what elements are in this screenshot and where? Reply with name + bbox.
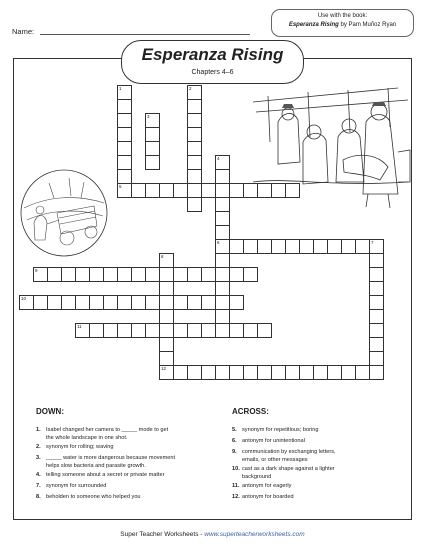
crossword-cell[interactable] [187, 169, 202, 184]
clue-item-number: 7. [36, 483, 41, 489]
crossword-cell[interactable] [257, 183, 272, 198]
crossword-cell[interactable] [173, 365, 188, 380]
clue-number-label: 3 [147, 114, 150, 119]
clue-number-label: 6 [217, 240, 220, 245]
crossword-cell[interactable] [103, 323, 118, 338]
crossword-cell[interactable] [173, 267, 188, 282]
crossword-cell[interactable] [145, 295, 160, 310]
crossword-cell[interactable] [145, 267, 160, 282]
clue-number-label: 12 [161, 366, 167, 371]
crossword-cell[interactable] [103, 295, 118, 310]
clue-item-text [242, 426, 319, 434]
crossword-cell[interactable] [187, 365, 202, 380]
crossword-cell[interactable] [47, 295, 62, 310]
crossword-cell[interactable] [201, 365, 216, 380]
crossword-cell[interactable] [201, 295, 216, 310]
crossword-cell[interactable] [159, 183, 174, 198]
title-box [121, 40, 304, 84]
clue-item-text [242, 448, 336, 464]
crossword-cell[interactable] [173, 183, 188, 198]
clue-item-text [242, 437, 305, 445]
crossword-cell[interactable] [215, 309, 230, 324]
crossword-cell[interactable] [187, 127, 202, 142]
page-title: Esperanza Rising [141, 45, 284, 64]
crossword-cell[interactable] [369, 351, 384, 366]
crossword-cell[interactable] [369, 337, 384, 352]
crossword-cell[interactable] [145, 183, 160, 198]
crossword-cell[interactable] [159, 323, 174, 338]
crossword-cell[interactable] [117, 99, 132, 114]
crossword-cell[interactable] [201, 183, 216, 198]
clue-item-number: 5. [232, 427, 237, 433]
crossword-cell[interactable] [131, 295, 146, 310]
crossword-cell[interactable] [131, 267, 146, 282]
crossword-cell[interactable] [369, 253, 384, 268]
clue-line: emails, or other messages [242, 457, 308, 463]
crossword-cell[interactable] [33, 295, 48, 310]
crossword-cell[interactable] [369, 323, 384, 338]
crossword-cell[interactable] [159, 267, 174, 282]
crossword-cell[interactable] [61, 295, 76, 310]
crossword-cell[interactable] [215, 197, 230, 212]
clue-line: helps slow bacteria and parasite growth. [46, 463, 146, 469]
crossword-cell[interactable] [159, 281, 174, 296]
crossword-cell[interactable] [215, 253, 230, 268]
crossword-cell[interactable] [159, 295, 174, 310]
clue-line: synonym for surrounded [46, 483, 107, 489]
crossword-cell[interactable] [215, 211, 230, 226]
clue-number-label: 10 [21, 296, 27, 301]
clue-item-text [242, 465, 335, 481]
crossword-cell[interactable] [313, 365, 328, 380]
clue-line: telling someone about a secret or private matter [46, 472, 165, 478]
clue-item-text [46, 493, 141, 501]
clue-item-text [46, 426, 168, 442]
crossword-cell[interactable] [89, 267, 104, 282]
crossword-cell[interactable] [89, 323, 104, 338]
crossword-cell[interactable] [117, 127, 132, 142]
clue-line: the whole landscape in one shot. [46, 435, 128, 441]
crossword-cell[interactable] [341, 239, 356, 254]
crossword-cell[interactable] [145, 127, 160, 142]
crossword-cell[interactable] [117, 267, 132, 282]
crossword-cell[interactable] [369, 281, 384, 296]
clue-item-number: 6. [232, 438, 237, 444]
page-subtitle: Chapters 4–6 [191, 69, 234, 76]
footer-brand: Super Teacher Worksheets - [120, 531, 205, 538]
clue-line: communication by exchanging letters, [242, 449, 336, 455]
crossword-cell[interactable] [285, 239, 300, 254]
crossword-cell[interactable] [215, 281, 230, 296]
crossword-cell[interactable] [103, 267, 118, 282]
clue-item-number: 4. [36, 472, 41, 478]
name-label: Name: [12, 27, 35, 36]
clue-line: _____ water is more dangerous because movement [46, 455, 176, 461]
crossword-cell[interactable] [187, 267, 202, 282]
crossword-cell[interactable] [89, 295, 104, 310]
crossword-cell[interactable] [313, 239, 328, 254]
crossword-cell[interactable] [257, 239, 272, 254]
crossword-cell[interactable] [117, 295, 132, 310]
crossword-cell[interactable] [159, 337, 174, 352]
crossword-cell[interactable] [173, 295, 188, 310]
crossword-cell[interactable] [159, 351, 174, 366]
crossword-cell[interactable] [243, 323, 258, 338]
name-line[interactable] [40, 34, 250, 35]
crossword-cell[interactable] [355, 365, 370, 380]
crossword-cell[interactable] [215, 225, 230, 240]
crossword-cell[interactable] [229, 267, 244, 282]
clue-item-number: 3. [36, 455, 41, 461]
crossword-cell[interactable] [145, 155, 160, 170]
crossword-cell[interactable] [285, 365, 300, 380]
book-info-title-line [272, 21, 413, 30]
book-info-line: Use with the book: [317, 13, 368, 19]
crossword-cell[interactable] [173, 323, 188, 338]
crossword-cell[interactable] [215, 183, 230, 198]
footer-url[interactable]: www.superteacherworksheets.com [204, 531, 305, 538]
crossword-cell[interactable] [117, 323, 132, 338]
crossword-cell[interactable] [201, 267, 216, 282]
clue-item-text [46, 471, 164, 479]
crossword-cell[interactable] [243, 239, 258, 254]
crossword-cell[interactable] [299, 365, 314, 380]
clue-line: synonym for repetitious; boring [242, 427, 319, 433]
crossword-cell[interactable] [355, 239, 370, 254]
crossword-cell[interactable] [285, 183, 300, 198]
clue-item-number: 1. [36, 427, 41, 433]
crossword-cell[interactable] [257, 323, 272, 338]
crossword-cell[interactable] [299, 239, 314, 254]
crossword-cell[interactable] [243, 183, 258, 198]
crossword-cell[interactable] [187, 113, 202, 128]
crossword-cell[interactable] [145, 323, 160, 338]
clue-number-label: 7 [371, 240, 374, 245]
crossword-cell[interactable] [131, 183, 146, 198]
clue-item-text [46, 454, 175, 470]
book-title: Esperanza Rising [288, 22, 339, 28]
crossword-cell[interactable] [271, 365, 286, 380]
clue-line: antonym for unintentional [242, 438, 305, 444]
crossword-cell[interactable] [187, 295, 202, 310]
clue-line: cast as a dark shape against a lighter [242, 466, 335, 472]
crossword-cell[interactable] [271, 183, 286, 198]
crossword-cell[interactable] [327, 365, 342, 380]
clue-number-label: 9 [35, 268, 38, 273]
crossword-cell[interactable] [47, 267, 62, 282]
crossword-cell[interactable] [117, 113, 132, 128]
clue-item-number: 11. [232, 483, 240, 489]
crossword-cell[interactable] [215, 323, 230, 338]
clue-item-number: 8. [36, 494, 41, 500]
crossword-cell[interactable] [369, 365, 384, 380]
clue-number-label: 8 [161, 254, 164, 259]
crossword-cell[interactable] [243, 267, 258, 282]
crossword-cell[interactable] [117, 141, 132, 156]
crossword-cell[interactable] [229, 239, 244, 254]
clue-line: antonym for eagerly [242, 483, 292, 489]
crossword-cell[interactable] [229, 323, 244, 338]
crossword-cell[interactable] [75, 295, 90, 310]
crossword-cell[interactable] [215, 267, 230, 282]
crossword-cell[interactable] [369, 267, 384, 282]
crossword-cell[interactable] [187, 183, 202, 198]
clue-line: beholden to someone who helped you [46, 494, 141, 500]
clue-number-label: 11 [77, 324, 82, 329]
clue-line: Isabel changed her camera to _____ mode to get [46, 427, 169, 433]
clue-number-label: 5 [119, 184, 122, 189]
crossword-cell[interactable] [201, 323, 216, 338]
crossword-cell[interactable] [187, 155, 202, 170]
clue-line: antonym for boarded [242, 494, 294, 500]
crossword-cell[interactable] [61, 267, 76, 282]
down-heading: DOWN: [36, 407, 64, 416]
crossword-cell[interactable] [229, 183, 244, 198]
crossword-cell[interactable] [187, 141, 202, 156]
crossword-cell[interactable] [341, 365, 356, 380]
clue-item-text [242, 493, 294, 501]
crossword-cell[interactable] [215, 365, 230, 380]
crossword-cell[interactable] [131, 323, 146, 338]
crossword-cell[interactable] [369, 309, 384, 324]
crossword-cell[interactable] [327, 239, 342, 254]
wagon-illustration [19, 168, 109, 258]
clue-item-text [46, 482, 106, 490]
clue-number-label: 4 [217, 156, 220, 161]
crossword-cell[interactable] [215, 295, 230, 310]
book-info-box [271, 9, 414, 37]
clue-item-text [242, 482, 291, 490]
crossword-cell[interactable] [369, 295, 384, 310]
crossword-cell[interactable] [187, 99, 202, 114]
clue-number-label: 1 [119, 86, 122, 91]
crossword-cell[interactable] [215, 169, 230, 184]
crossword-cell[interactable] [117, 169, 132, 184]
clue-item-number: 9. [232, 449, 237, 455]
crossword-cell[interactable] [243, 365, 258, 380]
clue-item-number: 2. [36, 444, 41, 450]
crossword-cell[interactable] [75, 267, 90, 282]
clue-line: synonym for rolling; waving [46, 444, 114, 450]
footer [0, 531, 425, 538]
crossword-cell[interactable] [187, 197, 202, 212]
book-author: by Pam Muñoz Ryan [338, 22, 397, 28]
clue-item-text [46, 443, 113, 451]
crossword-cell[interactable] [117, 155, 132, 170]
crossword-cell[interactable] [257, 365, 272, 380]
crossword-cell[interactable] [229, 295, 244, 310]
crossword-cell[interactable] [229, 365, 244, 380]
crossword-cell[interactable] [145, 141, 160, 156]
crossword-cell[interactable] [159, 309, 174, 324]
clue-item-number: 12. [232, 494, 240, 500]
across-heading: ACROSS: [232, 407, 269, 416]
crossword-cell[interactable] [271, 239, 286, 254]
clue-item-number: 10. [232, 466, 240, 472]
clue-line: background [242, 474, 272, 480]
crossword-cell[interactable] [187, 323, 202, 338]
clue-number-label: 2 [189, 86, 192, 91]
